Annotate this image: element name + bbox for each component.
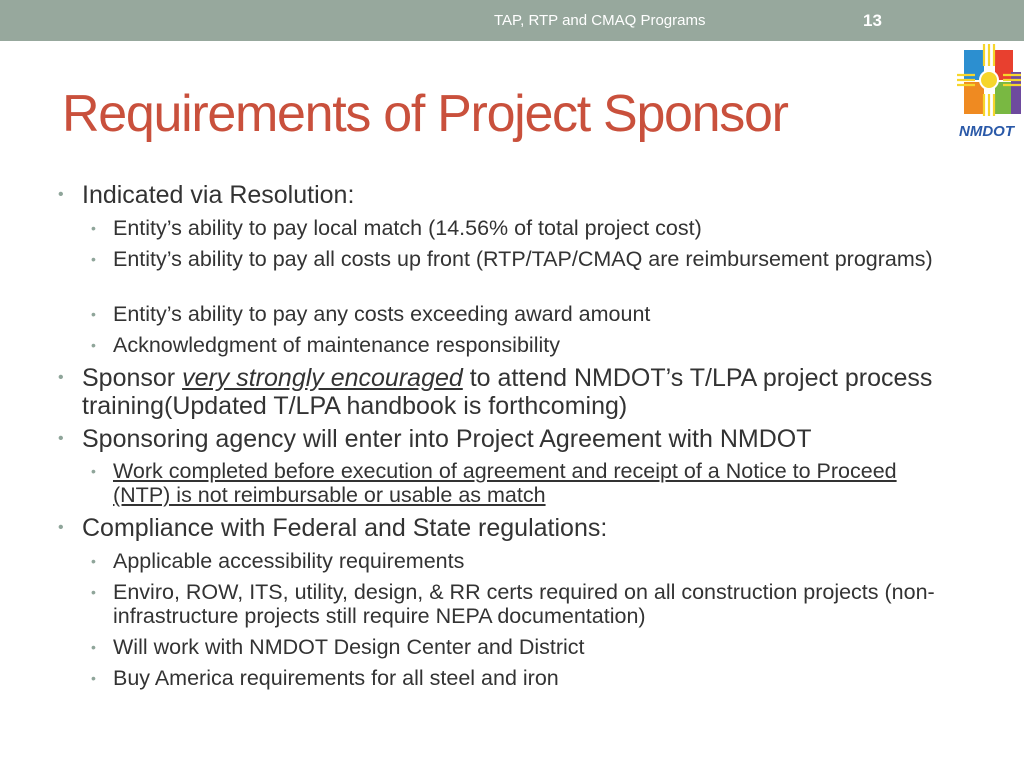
page-number: 13 — [863, 11, 882, 30]
sub-bullet-certs: • Enviro, ROW, ITS, utility, design, & RR certs required on all construction projects (non-infrastructure projects still require NEPA documentation) — [113, 580, 953, 628]
emphasis-text: very strongly encouraged — [182, 364, 463, 392]
bullet-compliance: • Compliance with Federal and State regulations: — [82, 514, 962, 542]
bullet-training — [82, 364, 962, 420]
header-title: TAP, RTP and CMAQ Programs — [494, 12, 706, 29]
sub-bullet-maintenance: • Acknowledgment of maintenance responsibility — [113, 333, 953, 357]
training-text-start: Sponsor — [82, 364, 183, 392]
sub-bullet-exceeding-costs: • Entity’s ability to pay any costs exceeding award amount — [113, 302, 953, 326]
sub-bullet-pay-up-front: • Entity’s ability to pay all costs up front (RTP/TAP/CMAQ are reimbursement programs) — [113, 247, 953, 271]
sub-bullet-accessibility: • Applicable accessibility requirements — [113, 549, 953, 573]
sub-bullet-ntp-warning: • Work completed before execution of agreement and receipt of a Notice to Proceed (NTP) is not reimbursable or usable as match — [113, 459, 953, 507]
bullet-project-agreement: • Sponsoring agency will enter into Project Agreement with NMDOT — [82, 425, 962, 453]
logo-text: NMDOT — [959, 123, 1014, 140]
sub-bullet-local-match: • Entity’s ability to pay local match (14.56% of total project cost) — [113, 216, 953, 240]
sub-bullet-buy-america: • Buy America requirements for all steel and iron — [113, 666, 953, 690]
bullet-resolution: • Indicated via Resolution: — [82, 181, 962, 209]
training-text-end: to attend NMDOT’s T/LPA project process training(Updated T/LPA handbook is forthcoming) — [82, 364, 933, 420]
sub-bullet-design-center: • Will work with NMDOT Design Center and District — [113, 635, 953, 659]
slide-title: Requirements of Project Sponsor — [62, 85, 788, 143]
